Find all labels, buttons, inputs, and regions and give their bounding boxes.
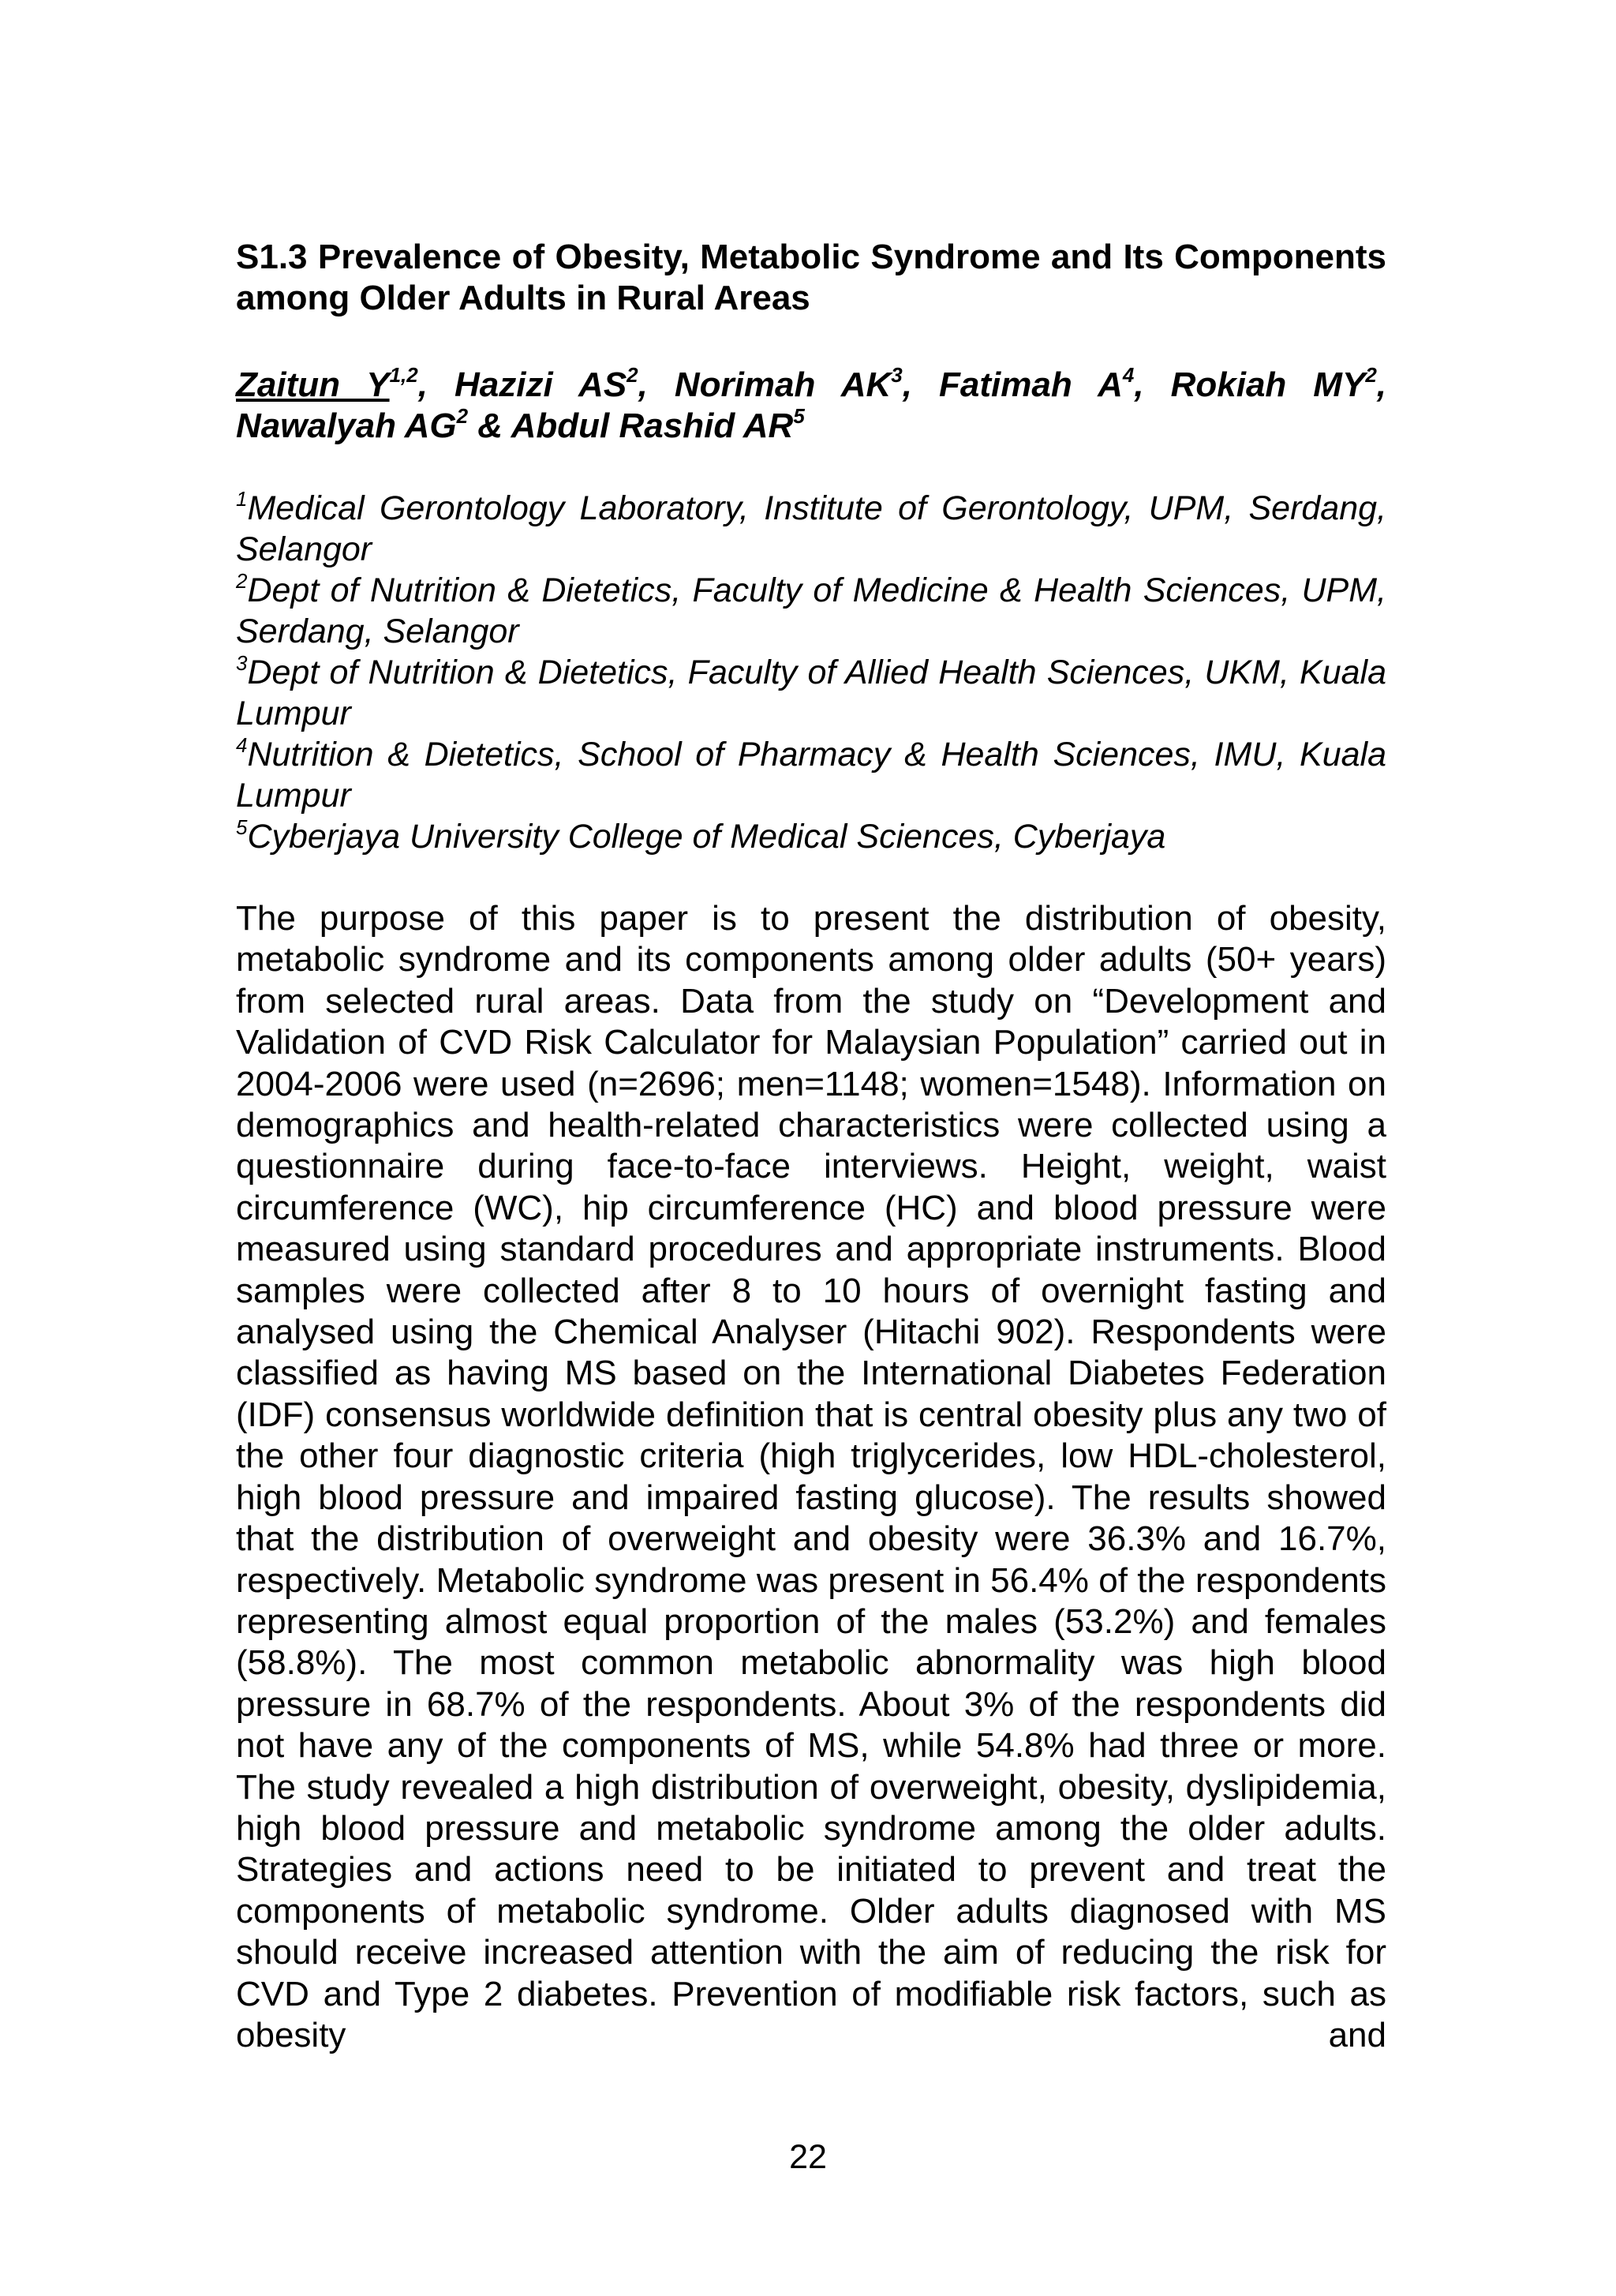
- author-name: Norimah AK: [674, 365, 892, 404]
- author-name: Fatimah A: [939, 365, 1123, 404]
- author: [454, 365, 675, 404]
- abstract-page: [236, 237, 1386, 2091]
- affiliation-text: Cyberjaya University College of Medical Sciences, Cyberjaya: [247, 818, 1166, 856]
- author: [675, 365, 939, 404]
- affiliation-text: Medical Gerontology Laboratory, Institute of Gerontology, UPM, Serdang, Selangor: [236, 489, 1386, 568]
- author-affiliation-mark: 1,2: [389, 363, 418, 388]
- author-name: Hazizi AS: [454, 365, 627, 404]
- affiliation-text: Dept of Nutrition & Dietetics, Faculty of Medicine & Health Sciences, UPM, Serdang, Selangor: [236, 571, 1386, 650]
- page-number: 22: [789, 2138, 827, 2176]
- author-separator: ,: [1134, 365, 1171, 404]
- author-separator: ,: [902, 365, 940, 404]
- author-name: Abdul Rashid AR: [511, 406, 794, 445]
- author-affiliation-mark: 2: [456, 404, 469, 429]
- author-separator: ,: [417, 365, 454, 404]
- author: [236, 406, 511, 445]
- affiliation: [236, 816, 1386, 857]
- affiliation: [236, 488, 1386, 570]
- affiliation-list: [236, 488, 1386, 857]
- author-affiliation-mark: 3: [891, 363, 903, 388]
- author-separator: ,: [1376, 365, 1387, 404]
- author-separator: ,: [638, 365, 675, 404]
- author-affiliation-mark: 2: [627, 363, 638, 388]
- affiliation: [236, 734, 1386, 816]
- affiliation-number: 4: [236, 732, 248, 757]
- author: [1171, 365, 1386, 404]
- abstract-body: The purpose of this paper is to present the distribution of obesity, metabolic syndrome and its components among older adults (50+ years) from selected rural areas. Data from the study on “Development and Validation of CVD Risk Calculator for Malaysian Population” carried out in 2004-2006 were used (n=2696; men=1148; women=1548). Information on demographics and health-related characteristics were collected using a questionnaire during face-to-face interviews. Height, weight, waist circumference (WC), hip circumference (HC) and blood pressure were measured using standard procedures and appropriate instruments. Blood samples were collected after 8 to 10 hours of overnight fasting and analysed using the Chemical Analyser (Hitachi 902). Respondents were classified as having MS based on the International Diabetes Federation (IDF) consensus worldwide definition that is central obesity plus any two of the other four diagnostic criteria (high triglycerides, low HDL-cholesterol, high blood pressure and impaired fasting glucose). The results showed that the distribution of overweight and obesity were 36.3% and 16.7%, respectively. Metabolic syndrome was present in 56.4% of the respondents representing almost equal proportion of the males (53.2%) and females (58.8%). The most common metabolic abnormality was high blood pressure in 68.7% of the respondents. About 3% of the respondents did not have any of the components of MS, while 54.8% had three or more. The study revealed a high distribution of overweight, obesity, dyslipidemia, high blood pressure and metabolic syndrome among the older adults. Strategies and actions need to be initiated to prevent and treat the components of metabolic syndrome. Older adults diagnosed with MS should receive increased attention with the aim of reducing the risk for CVD and Type 2 diabetes. Prevention of modifiable risk factors, such as obesity and: [236, 899, 1386, 2054]
- author-list: [236, 365, 1386, 447]
- affiliation: [236, 652, 1386, 734]
- author-affiliation-mark: 5: [793, 404, 805, 429]
- author-name: Rokiah MY: [1170, 365, 1366, 404]
- affiliation-text: Dept of Nutrition & Dietetics, Faculty of Allied Health Sciences, UKM, Kuala Lumpur: [236, 654, 1386, 732]
- author-affiliation-mark: 4: [1122, 363, 1135, 388]
- affiliation: [236, 570, 1386, 652]
- affiliation-number: 5: [236, 815, 248, 839]
- affiliation-number: 2: [236, 568, 248, 593]
- affiliation-number: 1: [236, 486, 248, 511]
- author-separator: &: [468, 406, 511, 445]
- author: [236, 365, 454, 404]
- affiliation-text: Nutrition & Dietetics, School of Pharmacy & Health Sciences, IMU, Kuala Lumpur: [236, 736, 1386, 815]
- author-affiliation-mark: 2: [1365, 363, 1377, 388]
- paper-title: S1.3 Prevalence of Obesity, Metabolic Syndrome and Its Components among Older Adults in Rural Areas: [236, 238, 1386, 317]
- author: [511, 406, 805, 445]
- author: [939, 365, 1171, 404]
- author-name: Zaitun Y: [236, 365, 390, 404]
- author-name: Nawalyah AG: [236, 406, 457, 445]
- affiliation-number: 3: [236, 650, 248, 675]
